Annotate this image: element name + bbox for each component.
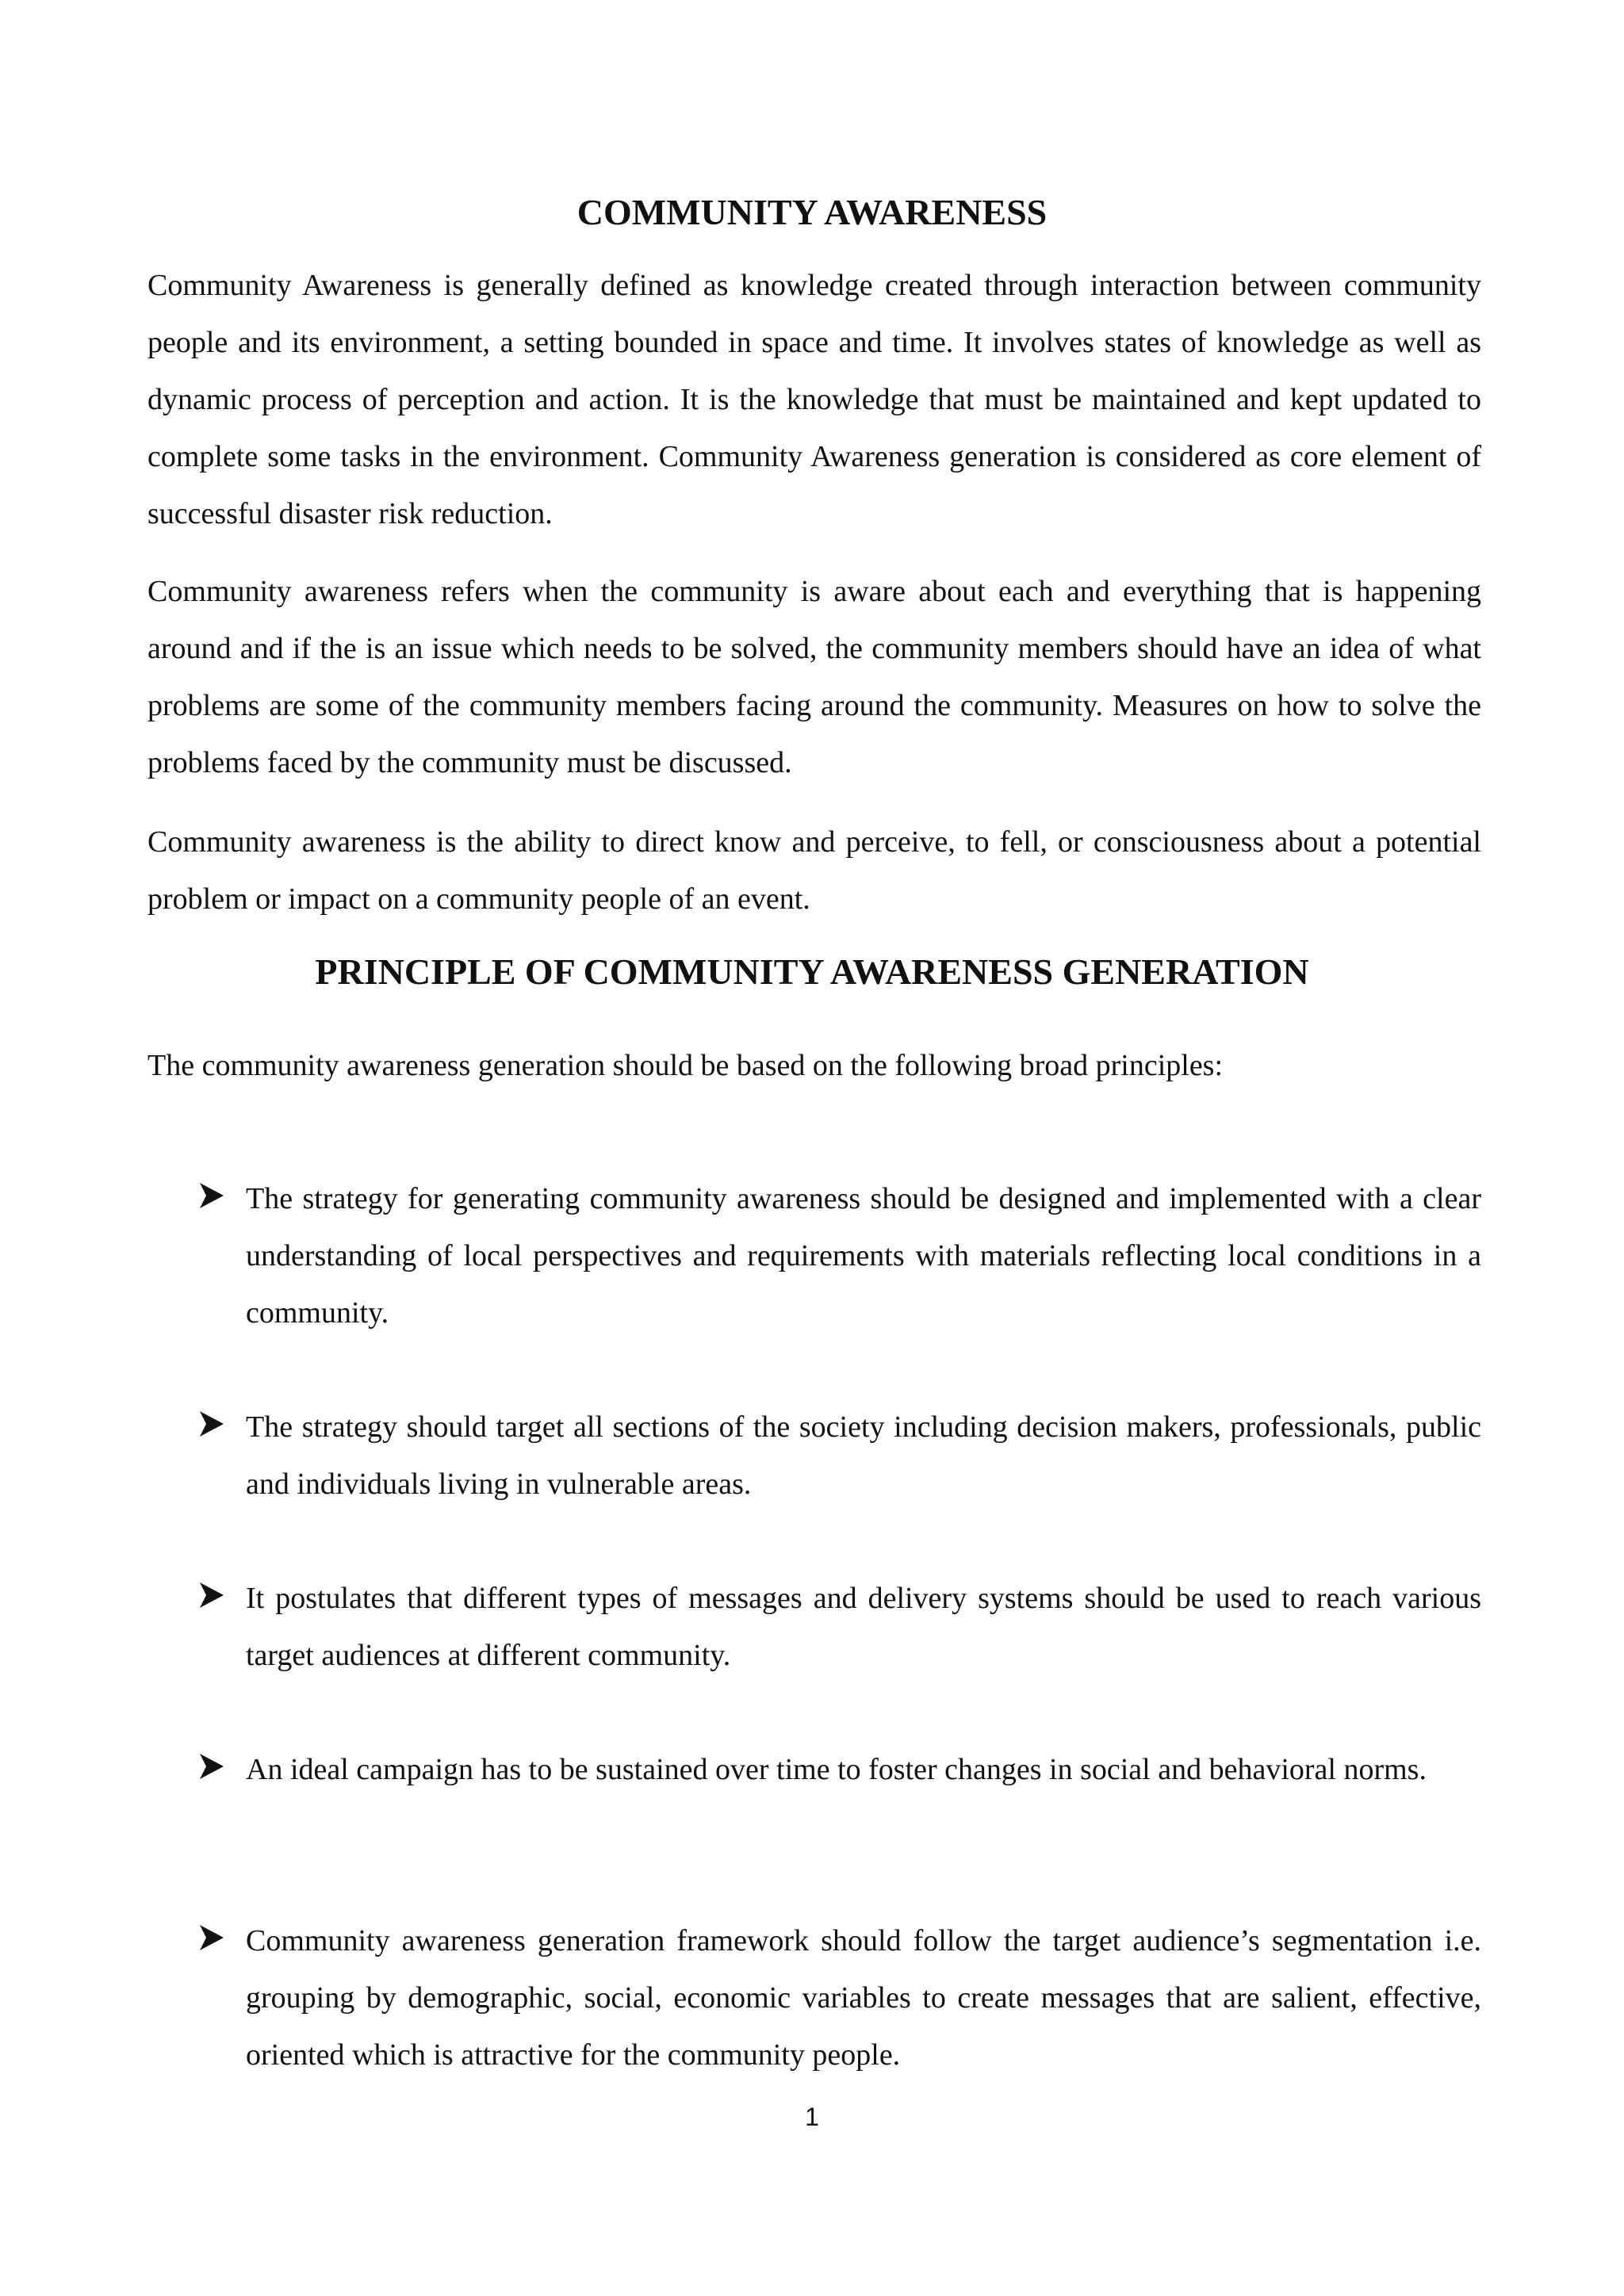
principle-text: It postulates that different types of messages and delivery systems should be used to reach various target audiences at different community.	[246, 1582, 1481, 1672]
arrowhead-bullet-icon	[198, 1181, 225, 1210]
arrowhead-bullet-icon	[198, 1923, 225, 1952]
arrowhead-bullet-icon	[198, 1410, 225, 1438]
section-title: PRINCIPLE OF COMMUNITY AWARENESS GENERATION	[315, 951, 1309, 992]
arrowhead-bullet-icon	[198, 1581, 225, 1609]
principle-text: Community awareness generation framework should follow the target audience’s segmentation i.e. grouping by demographic, social, economic variables to create messages that are salient, effective, oriented which is attractive for the community people.	[246, 1924, 1481, 2072]
page-title: COMMUNITY AWARENESS	[576, 192, 1048, 232]
paragraph-refers: Community awareness refers when the community is aware about each and everything that is happening around and if the is an issue which needs to be solved, the community members should have an idea of what problems are some of the community members facing around the community. Measures on how to solve the problems faced by the community must be discussed.	[147, 575, 1481, 779]
arrowhead-bullet-icon	[198, 1752, 225, 1781]
principle-text: The strategy should target all sections of the society including decision makers, professionals, public and individuals living in vulnerable areas.	[246, 1410, 1481, 1501]
principles-intro: The community awareness generation should be based on the following broad principles:	[147, 1049, 1224, 1082]
page-number: 1	[805, 2103, 819, 2131]
principle-text: The strategy for generating community awareness should be designed and implemented with a clear understanding of local perspectives and requirements with materials reflecting local conditions in a community.	[246, 1182, 1481, 1330]
principle-text: An ideal campaign has to be sustained over time to foster changes in social and behavioral norms.	[246, 1753, 1427, 1786]
paragraph-ability: Community awareness is the ability to direct know and perceive, to fell, or consciousness about a potential problem or impact on a community people of an event.	[147, 825, 1481, 916]
paragraph-definition: Community Awareness is generally defined as knowledge created through interaction between community people and its environment, a setting bounded in space and time. It involves states of knowledge as well as dynamic process of perception and action. It is the knowledge that must be maintained and kept updated to complete some tasks in the environment. Community Awareness generation is considered as core element of successful disaster risk reduction.	[147, 269, 1481, 530]
